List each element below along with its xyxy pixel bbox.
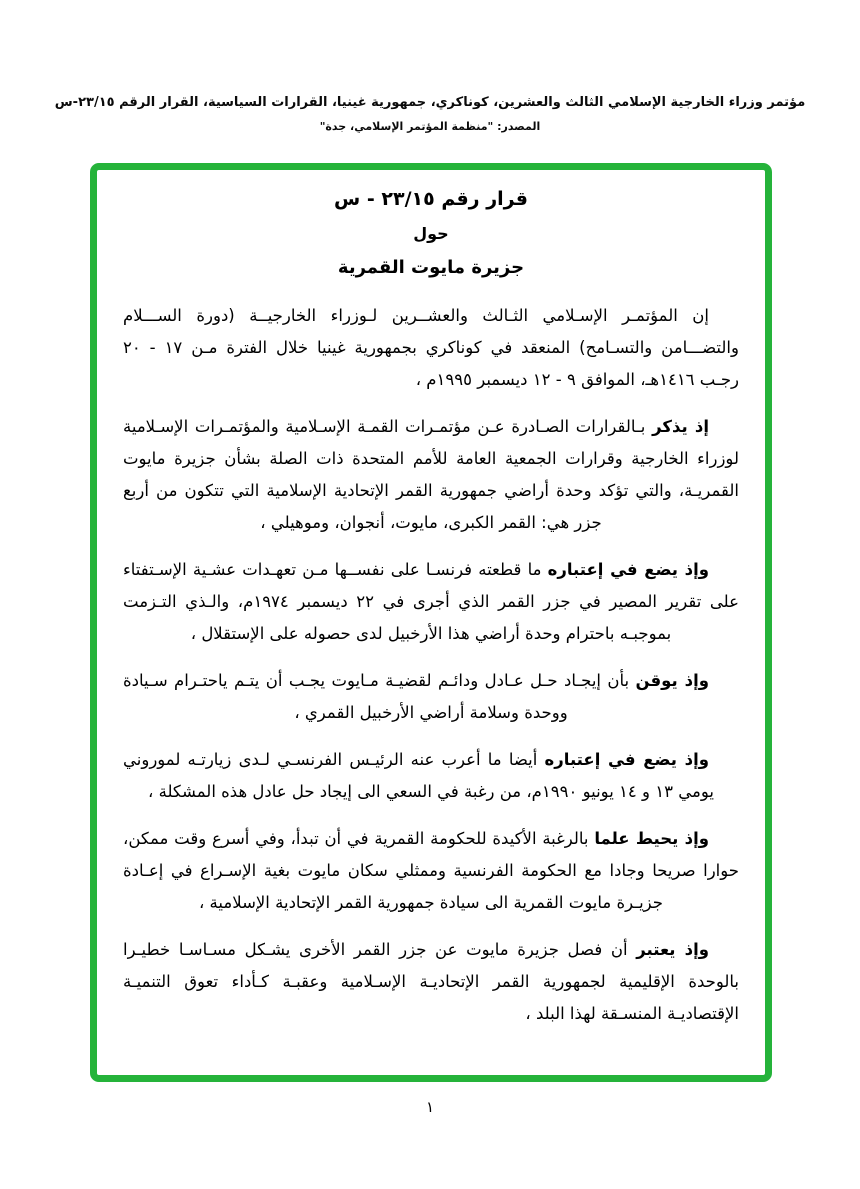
paragraph-lead: وإذ يوقن	[635, 671, 709, 690]
paragraph-preamble	[123, 300, 739, 396]
document-header	[30, 94, 830, 133]
paragraph-deeming	[123, 934, 739, 1030]
resolution-title-block	[123, 188, 739, 278]
resolution-subject-title: جزيرة مايوت القمرية	[337, 257, 525, 278]
header-source-line: المصدر: "منظمة المؤتمر الإسلامي، جدة"	[319, 120, 541, 133]
paragraph-text: ما قطعته فرنسـا على نفســها مـن تعهـدات عشـية الإسـتفتاء على تقرير المصير في جزر القمر الذي أجرى في ٢٢ ديسمبر ١٩٧٤م، والـذي التـزمت بموجبـه باحترام وحدة أراضي هذا الأرخبيل لدى حصوله على الإستقلال ،	[123, 560, 739, 643]
paragraph-noting	[123, 823, 739, 919]
paragraph-lead: وإذ يضع في إعتباره	[544, 750, 709, 769]
paragraph-text: أن فصل جزيرة مايوت عن جزر القمر الأخرى يشـكل مسـاسـا خطيـرا بالوحدة الإقليمية لجمهورية القمر الإتحاديـة الإسـلامية وعقبـة كـأداء تعوق التنميـة الإقتصاديـة المنسـقة لهذا البلد ،	[123, 940, 739, 1023]
paragraph-text: أيضا ما أعرب عنه الرئيـس الفرنسـي لـدى زيارتـه لموروني يومي ١٣ و ١٤ يونيو ١٩٩٠م، من رغبة في السعي الى إيجاد حل عادل هذه المشكلة ،	[123, 750, 714, 801]
resolution-title-about: حول	[413, 224, 449, 243]
paragraph-recalling	[123, 411, 739, 539]
paragraph-text: بأن إيجـاد حـل عـادل ودائـم لقضيـة مـايوت يجـب أن يتـم ياحتـرام سـيادة ووحدة وسلامة أراضي الأرخبيل القمري ،	[123, 671, 630, 722]
green-content-frame	[90, 163, 772, 1082]
resolution-number-title: قرار رقم ٢٣/١٥ - س	[334, 188, 528, 210]
paragraph-text: بـالقرارات الصـادرة عـن مؤتمـرات القمـة الإسـلامية والمؤتمـرات الإسـلامية لوزراء الخارجية وقرارات الجمعية العامة للأمم المتحدة ذات الصلة بشأن جزيرة مايوت القمريـة، والتي تؤكد وحدة أراضي جمهورية القمر الإتحادية الإسلامية التي تتكون من أربع جزر هي: القمر الكبرى، مايوت، أنجوان، وموهيلي ،	[123, 417, 739, 532]
header-citation-line: مؤتمر وزراء الخارجية الإسلامي الثالث والعشرين، كوناكري، جمهورية غينيا، القرارات السياسية، القرار الرقم ٢٣/١٥-س	[54, 95, 806, 110]
paragraph-lead: إذ يذكر	[652, 417, 709, 436]
paragraph-convinced	[123, 665, 739, 729]
paragraph-lead: وإذ يعتبر	[636, 940, 710, 959]
paragraph-lead: وإذ يحيط علما	[594, 829, 710, 848]
page-number: ١	[425, 1098, 435, 1116]
paragraph-considering-2	[123, 744, 739, 808]
paragraph-text: بالرغبة الأكيدة للحكومة القمرية في أن تبدأ، وفي أسرع وقت ممكن، حوارا صريحا وجادا مع الحكومة الفرنسية وممثلي سكان مايوت بغية الإسـراع في إعـادة جزيـرة مايوت القمرية الى سيادة جمهورية القمر الإتحادية الإسلامية ،	[123, 829, 739, 912]
paragraph-text: إن المؤتمـر الإسـلامي الثـالث والعشــرين لـوزراء الخارجيــة (دورة الســـلام والتضـــامن والتسـامح) المنعقد في كوناكري بجمهورية غينيا خلال الفترة مـن ١٧ - ٢٠ رجـب ١٤١٦هـ، الموافق ٩ - ١٢ ديسمبر ١٩٩٥م ،	[123, 306, 739, 389]
paragraph-considering-1	[123, 554, 739, 650]
resolution-body	[123, 300, 739, 1030]
paragraph-lead: وإذ يضع في إعتباره	[547, 560, 709, 579]
